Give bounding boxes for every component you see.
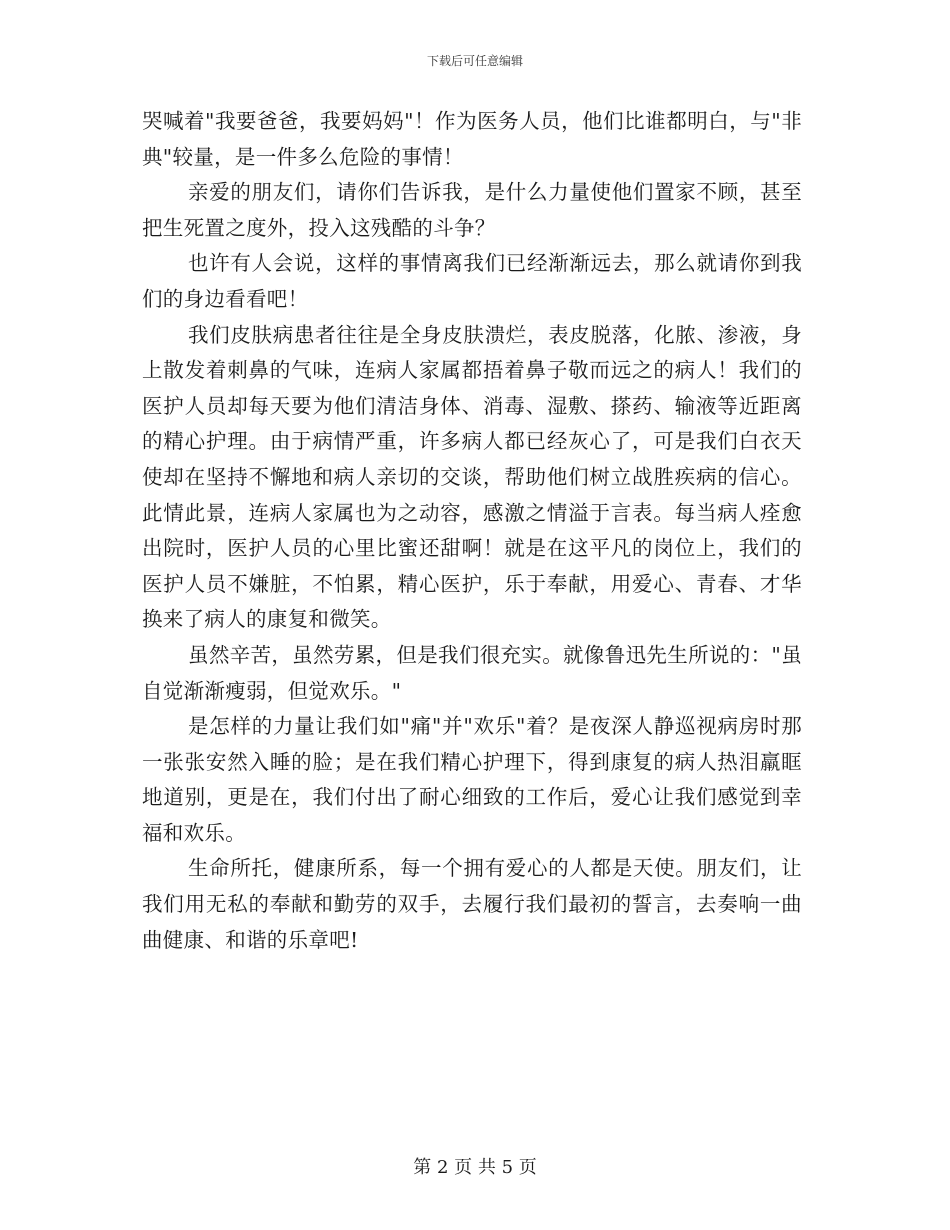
paragraph-2: 亲爱的朋友们，请你们告诉我，是什么力量使他们置家不顾，甚至把生死置之度外，投入这残酷的斗争？ [142, 180, 802, 240]
document-body [142, 104, 802, 958]
paragraph-3: 也许有人会说，这样的事情离我们已经渐渐远去，那么就请你到我们的身边看看吧！ [142, 251, 802, 311]
paragraph-6: 是怎样的力量让我们如"痛"并"欢乐"着？是夜深人静巡视病房时那一张张安然入睡的脸；是在我们精心护理下，得到康复的病人热泪羸眶地道别，更是在，我们付出了耐心细致的工作后，爱心让我们感觉到幸福和欢乐。 [142, 714, 802, 845]
page-header: 下载后可任意编辑 [426, 54, 523, 68]
paragraph-5: 虽然辛苦，虽然劳累，但是我们很充实。就像鲁迅先生所说的："虽自觉渐渐瘦弱，但觉欢乐。" [142, 642, 802, 703]
paragraph-1: 哭喊着"我要爸爸，我要妈妈"！作为医务人员，他们比谁都明白，与"非典"较量，是一件多么危险的事情！ [142, 109, 802, 169]
paragraph-4: 我们皮肤病患者往往是全身皮肤溃烂，表皮脱落，化脓、渗液，身上散发着刺鼻的气味，连病人家属都捂着鼻子敬而远之的病人！我们的医护人员却每天要为他们清洁身体、消毒、湿敷、搽药、输液等近距离的精心护理。由于病情严重，许多病人都已经灰心了，可是我们白衣天使却在坚持不懈地和病人亲切的交谈，帮助他们树立战胜疾病的信心。此情此景，连病人家属也为之动容，感激之情溢于言表。每当病人痊愈出院时，医护人员的心里比蜜还甜啊！就是在这平凡的岗位上，我们的医护人员不嫌脏，不怕累，精心医护，乐于奉献，用爱心、青春、才华换来了病人的康复和微笑。 [142, 322, 802, 632]
paragraph-7: 生命所托，健康所系，每一个拥有爱心的人都是天使。朋友们，让我们用无私的奉献和勤劳的双手，去履行我们最初的誓言，去奏响一曲曲健康、和谐的乐章吧! [142, 856, 802, 952]
page-footer: 第 2 页 共 5 页 [413, 1157, 537, 1178]
